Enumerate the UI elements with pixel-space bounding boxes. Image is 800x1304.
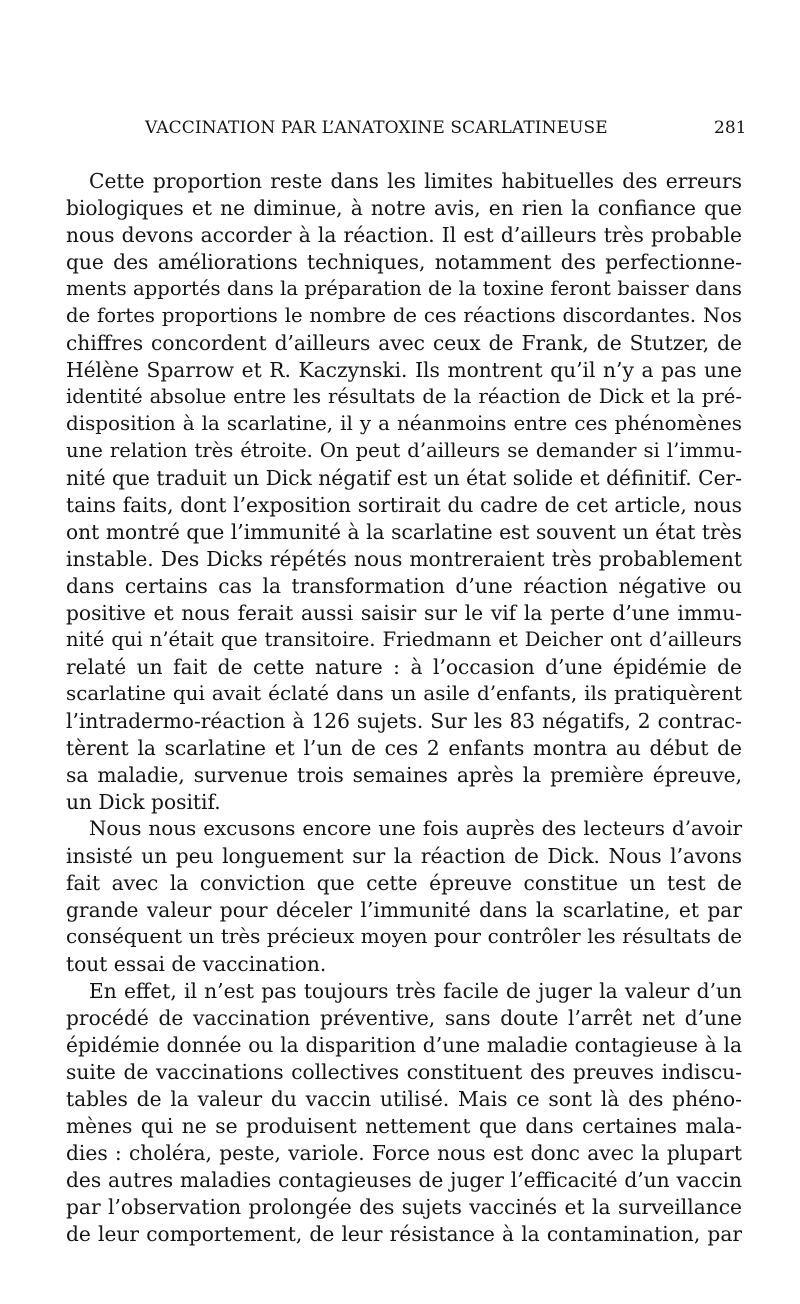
text-line: mènes qui ne se produisent nettement que dans certaines mala-: [66, 1114, 742, 1138]
text-line: tables de la valeur du vaccin utilisé. Mais ce sont là des phéno-: [66, 1087, 742, 1111]
text-line: ont montré que l’immunité à la scarlatine est souvent un état très: [66, 520, 742, 544]
text-line: sa maladie, survenue trois semaines après la première épreuve,: [66, 763, 742, 787]
text-line: de leur comportement, de leur résistance à la contamination, par: [66, 1222, 742, 1246]
text-line: nité que traduit un Dick négatif est un état solide et définitif. Cer-: [66, 466, 742, 490]
text-line: de fortes proportions le nombre de ces réactions discordantes. Nos: [66, 304, 742, 327]
text-line: tèrent la scarlatine et l’un de ces 2 enfants montra au début de: [66, 736, 742, 760]
text-line: des autres maladies contagieuses de juger l’efficacité d’un vaccin: [66, 1168, 742, 1192]
text-line: grande valeur pour déceler l’immunité dans la scarlatine, et par: [66, 898, 742, 922]
text-line: relaté un fait de cette nature : à l’occasion d’une épidémie de: [66, 655, 742, 679]
text-line: identité absolue entre les résultats de la réaction de Dick et la pré-: [66, 385, 742, 408]
text-line: conséquent un très précieux moyen pour contrôler les résultats de: [66, 925, 742, 948]
text-line: ments apportés dans la préparation de la toxine feront baisser dans: [66, 277, 742, 300]
text-line: que des améliorations techniques, notamment des perfectionne-: [66, 250, 742, 274]
text-line: par l’observation prolongée des sujets vaccinés et la surveillance: [66, 1195, 742, 1219]
text-line: instable. Des Dicks répétés nous montreraient très probablement: [66, 547, 742, 571]
text-line: tout essai de vaccination.: [66, 952, 327, 976]
text-line: Nous nous excusons encore une fois auprès des lecteurs d’avoir: [89, 817, 742, 840]
text-line: dies : choléra, peste, variole. Force nous est donc avec la plupart: [66, 1141, 742, 1165]
text-line: épidémie donnée ou la disparition d’une maladie contagieuse à la: [66, 1033, 742, 1057]
text-line: chiffres concordent d’ailleurs avec ceux de Frank, de Stutzer, de: [66, 331, 742, 355]
text-line: fait avec la conviction que cette épreuve constitue un test de: [66, 871, 742, 895]
text-line: En effet, il n’est pas toujours très facile de juger la valeur d’un: [89, 979, 742, 1003]
text-line: Cette proportion reste dans les limites habituelles des erreurs: [89, 169, 742, 193]
text-line: insisté un peu longuement sur la réaction de Dick. Nous l’avons: [66, 844, 742, 868]
text-line: une relation très étroite. On peut d’ailleurs se demander si l’immu-: [66, 439, 742, 462]
text-line: Hélène Sparrow et R. Kaczynski. Ils montrent qu’il n’y a pas une: [66, 358, 742, 382]
text-line: scarlatine qui avait éclaté dans un asile d’enfants, ils pratiquèrent: [66, 682, 742, 705]
page-number: 281: [714, 118, 747, 138]
text-line: positive et nous ferait aussi saisir sur le vif la perte d’une immu-: [66, 601, 742, 625]
running-title: VACCINATION PAR L’ANATOXINE SCARLATINEUSE: [145, 118, 608, 138]
text-line: procédé de vaccination préventive, sans doute l’arrêt net d’une: [66, 1006, 742, 1030]
text-line: tains faits, dont l’exposition sortirait du cadre de cet article, nous: [66, 493, 742, 517]
text-line: dans certains cas la transformation d’une réaction négative ou: [66, 574, 742, 598]
text-line: biologiques et ne diminue, à notre avis, en rien la confiance que: [66, 196, 742, 220]
text-line: nous devons accorder à la réaction. Il est d’ailleurs très probable: [66, 223, 742, 247]
text-line: disposition à la scarlatine, il y a néanmoins entre ces phénomènes: [66, 412, 742, 435]
text-line: suite de vaccinations collectives constituent des preuves indiscu-: [66, 1060, 742, 1084]
text-line: nité qui n’était que transitoire. Friedmann et Deicher ont d’ailleurs: [66, 628, 742, 651]
page-header: [0, 112, 800, 142]
text-line: l’intradermo-réaction à 126 sujets. Sur les 83 négatifs, 2 contrac-: [66, 709, 742, 733]
text-line: un Dick positif.: [66, 790, 221, 814]
